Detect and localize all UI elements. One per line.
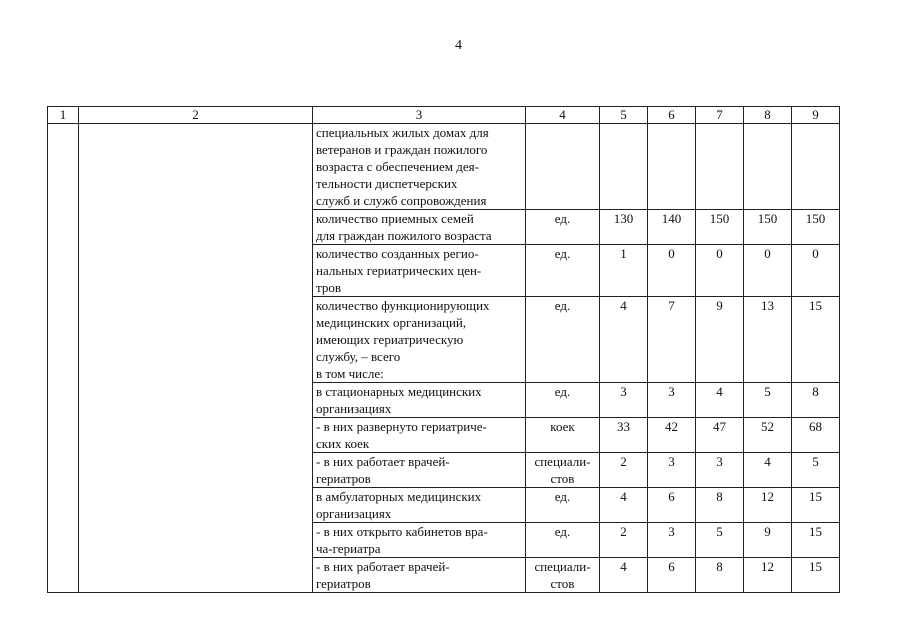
indicator-description <box>313 488 526 523</box>
description-line: гериатров <box>316 471 371 486</box>
value-cell: 33 <box>600 418 648 453</box>
table-header-row <box>48 107 840 124</box>
value-cell: 12 <box>744 488 792 523</box>
header-cell: 2 <box>79 107 313 124</box>
indicator-description <box>313 245 526 297</box>
value-cell <box>648 124 696 210</box>
unit-line: ед. <box>554 489 571 504</box>
value-cell: 3 <box>648 453 696 488</box>
value-cell: 8 <box>696 558 744 593</box>
description-line: - в них открыто кабинетов вра- <box>316 524 488 539</box>
description-line: службу, – всего <box>316 349 401 364</box>
value-cell: 2 <box>600 453 648 488</box>
header-cell: 1 <box>48 107 79 124</box>
indicator-description <box>313 558 526 593</box>
value-cell: 6 <box>648 558 696 593</box>
unit-line: ед. <box>554 384 571 399</box>
value-cell: 4 <box>600 488 648 523</box>
description-line: специальных жилых домах для <box>316 125 489 140</box>
unit-cell <box>526 453 600 488</box>
description-line: нальных гериатрических цен- <box>316 263 482 278</box>
value-cell: 140 <box>648 210 696 245</box>
header-cell: 3 <box>313 107 526 124</box>
value-cell <box>600 124 648 210</box>
unit-line: специали- <box>534 454 591 469</box>
description-line: организациях <box>316 506 392 521</box>
value-cell: 5 <box>744 383 792 418</box>
description-line: ча-гериатра <box>316 541 381 556</box>
table-row <box>48 124 840 210</box>
value-cell: 9 <box>696 297 744 383</box>
indicators-table <box>47 106 840 593</box>
value-cell: 1 <box>600 245 648 297</box>
value-cell: 0 <box>696 245 744 297</box>
value-cell: 150 <box>744 210 792 245</box>
description-line: - в них работает врачей- <box>316 559 450 574</box>
header-cell: 7 <box>696 107 744 124</box>
description-line: в том числе: <box>316 366 384 381</box>
unit-cell <box>526 488 600 523</box>
value-cell: 4 <box>600 558 648 593</box>
value-cell <box>792 124 840 210</box>
value-cell: 0 <box>792 245 840 297</box>
value-cell: 8 <box>792 383 840 418</box>
unit-line: стов <box>550 576 575 591</box>
page-number: 4 <box>455 38 462 53</box>
value-cell: 3 <box>648 383 696 418</box>
description-line: количество функционирующих <box>316 298 490 313</box>
unit-cell <box>526 523 600 558</box>
description-line: гериатров <box>316 576 371 591</box>
value-cell: 15 <box>792 488 840 523</box>
value-cell: 0 <box>648 245 696 297</box>
description-line: количество созданных регио- <box>316 246 479 261</box>
unit-cell <box>526 383 600 418</box>
unit-line: ед. <box>554 524 571 539</box>
value-cell: 5 <box>792 453 840 488</box>
value-cell: 15 <box>792 297 840 383</box>
description-line: тров <box>316 280 341 295</box>
value-cell: 150 <box>792 210 840 245</box>
header-cell: 5 <box>600 107 648 124</box>
value-cell: 130 <box>600 210 648 245</box>
header-cell: 9 <box>792 107 840 124</box>
indicator-description <box>313 124 526 210</box>
value-cell: 4 <box>744 453 792 488</box>
value-cell: 6 <box>648 488 696 523</box>
description-line: медицинских организаций, <box>316 315 467 330</box>
description-line: имеющих гериатрическую <box>316 332 464 347</box>
value-cell: 9 <box>744 523 792 558</box>
value-cell: 0 <box>744 245 792 297</box>
unit-line: ед. <box>554 211 571 226</box>
description-line: возраста с обеспечением дея- <box>316 159 479 174</box>
unit-cell <box>526 210 600 245</box>
unit-cell <box>526 124 600 210</box>
unit-line: ед. <box>554 298 571 313</box>
value-cell: 3 <box>648 523 696 558</box>
value-cell: 15 <box>792 558 840 593</box>
value-cell: 12 <box>744 558 792 593</box>
unit-line: стов <box>550 471 575 486</box>
description-line: организациях <box>316 401 392 416</box>
header-cell: 4 <box>526 107 600 124</box>
value-cell <box>744 124 792 210</box>
value-cell: 5 <box>696 523 744 558</box>
indicator-description <box>313 210 526 245</box>
unit-cell <box>526 418 600 453</box>
value-cell: 15 <box>792 523 840 558</box>
value-cell: 2 <box>600 523 648 558</box>
unit-line: коек <box>550 419 575 434</box>
value-cell: 7 <box>648 297 696 383</box>
value-cell: 68 <box>792 418 840 453</box>
unit-cell <box>526 558 600 593</box>
column-2-cell <box>79 124 313 593</box>
value-cell: 13 <box>744 297 792 383</box>
value-cell: 42 <box>648 418 696 453</box>
value-cell: 8 <box>696 488 744 523</box>
description-line: служб и служб сопровождения <box>316 193 487 208</box>
description-line: в амбулаторных медицинских <box>316 489 482 504</box>
unit-cell <box>526 297 600 383</box>
description-line: количество приемных семей <box>316 211 474 226</box>
indicator-description <box>313 453 526 488</box>
value-cell: 3 <box>696 453 744 488</box>
unit-line: специали- <box>534 559 591 574</box>
indicator-description <box>313 523 526 558</box>
indicator-description <box>313 297 526 383</box>
header-cell: 6 <box>648 107 696 124</box>
unit-line: ед. <box>554 246 571 261</box>
value-cell: 4 <box>600 297 648 383</box>
value-cell <box>696 124 744 210</box>
description-line: для граждан пожилого возраста <box>316 228 492 243</box>
value-cell: 150 <box>696 210 744 245</box>
value-cell: 52 <box>744 418 792 453</box>
indicator-description <box>313 418 526 453</box>
header-cell: 8 <box>744 107 792 124</box>
description-line: ветеранов и граждан пожилого <box>316 142 488 157</box>
description-line: - в них работает врачей- <box>316 454 450 469</box>
value-cell: 47 <box>696 418 744 453</box>
column-1-cell <box>48 124 79 593</box>
value-cell: 3 <box>600 383 648 418</box>
description-line: ских коек <box>316 436 370 451</box>
value-cell: 4 <box>696 383 744 418</box>
unit-cell <box>526 245 600 297</box>
description-line: в стационарных медицинских <box>316 384 482 399</box>
description-line: - в них развернуто гериатриче- <box>316 419 487 434</box>
indicator-description <box>313 383 526 418</box>
description-line: тельности диспетчерских <box>316 176 458 191</box>
